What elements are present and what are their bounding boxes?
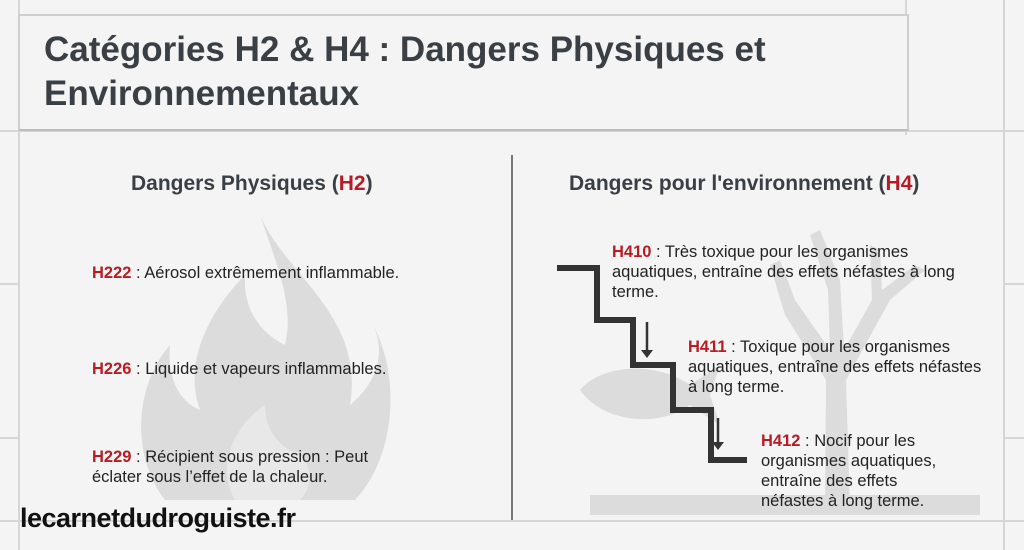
grid-line	[1005, 437, 1024, 439]
hazard-text: : Aérosol extrêmement inflammable.	[131, 264, 400, 282]
left-heading-text: Dangers Physiques (	[131, 172, 339, 195]
left-heading	[131, 172, 373, 196]
hazard-code: H229	[92, 448, 132, 466]
grid-line	[0, 283, 18, 285]
hazard-code: H222	[92, 264, 132, 282]
left-heading-code: H2	[338, 172, 366, 195]
right-heading-code: H4	[885, 172, 913, 195]
right-heading-suffix: )	[912, 172, 920, 195]
hazard-code: H412	[761, 432, 801, 450]
header-box	[18, 14, 909, 131]
hazard-text: : Nocif pour les organismes aquatiques, entraîne des effets néfastes à long terme.	[761, 432, 937, 510]
grid-line	[1003, 0, 1005, 550]
left-heading-suffix: )	[365, 172, 373, 195]
grid-line	[0, 437, 18, 439]
page-title: Catégories H2 & H4 : Dangers Physiques et Environnementaux	[44, 30, 766, 113]
hazard-text: : Très toxique pour les organismes aquatiques, entraîne des effets néfastes à long terme.	[612, 243, 955, 301]
hazard-code: H411	[688, 338, 727, 356]
arrow-down-icon	[641, 350, 653, 358]
hazard-item-h222	[92, 263, 472, 283]
right-heading	[569, 172, 919, 196]
hazard-item-h229	[92, 447, 412, 487]
hazard-item-h412	[761, 431, 961, 511]
hazard-text: : Récipient sous pression : Peut éclater sous l’effet de la chaleur.	[92, 448, 369, 486]
hazard-code: H226	[92, 360, 132, 378]
column-divider	[511, 155, 513, 520]
site-watermark: lecarnetdudroguiste.fr	[20, 503, 296, 533]
right-heading-text: Dangers pour l'environnement (	[569, 172, 886, 195]
hazard-item-h226	[92, 359, 472, 379]
hazard-text: : Toxique pour les organismes aquatiques, entraîne des effets néfastes à long terme.	[688, 338, 982, 396]
hazard-item-h410	[612, 242, 972, 302]
hazard-item-h411	[688, 337, 988, 397]
hazard-text: : Liquide et vapeurs inflammables.	[131, 360, 387, 378]
grid-line	[1005, 283, 1024, 285]
hazard-code: H410	[612, 243, 652, 261]
